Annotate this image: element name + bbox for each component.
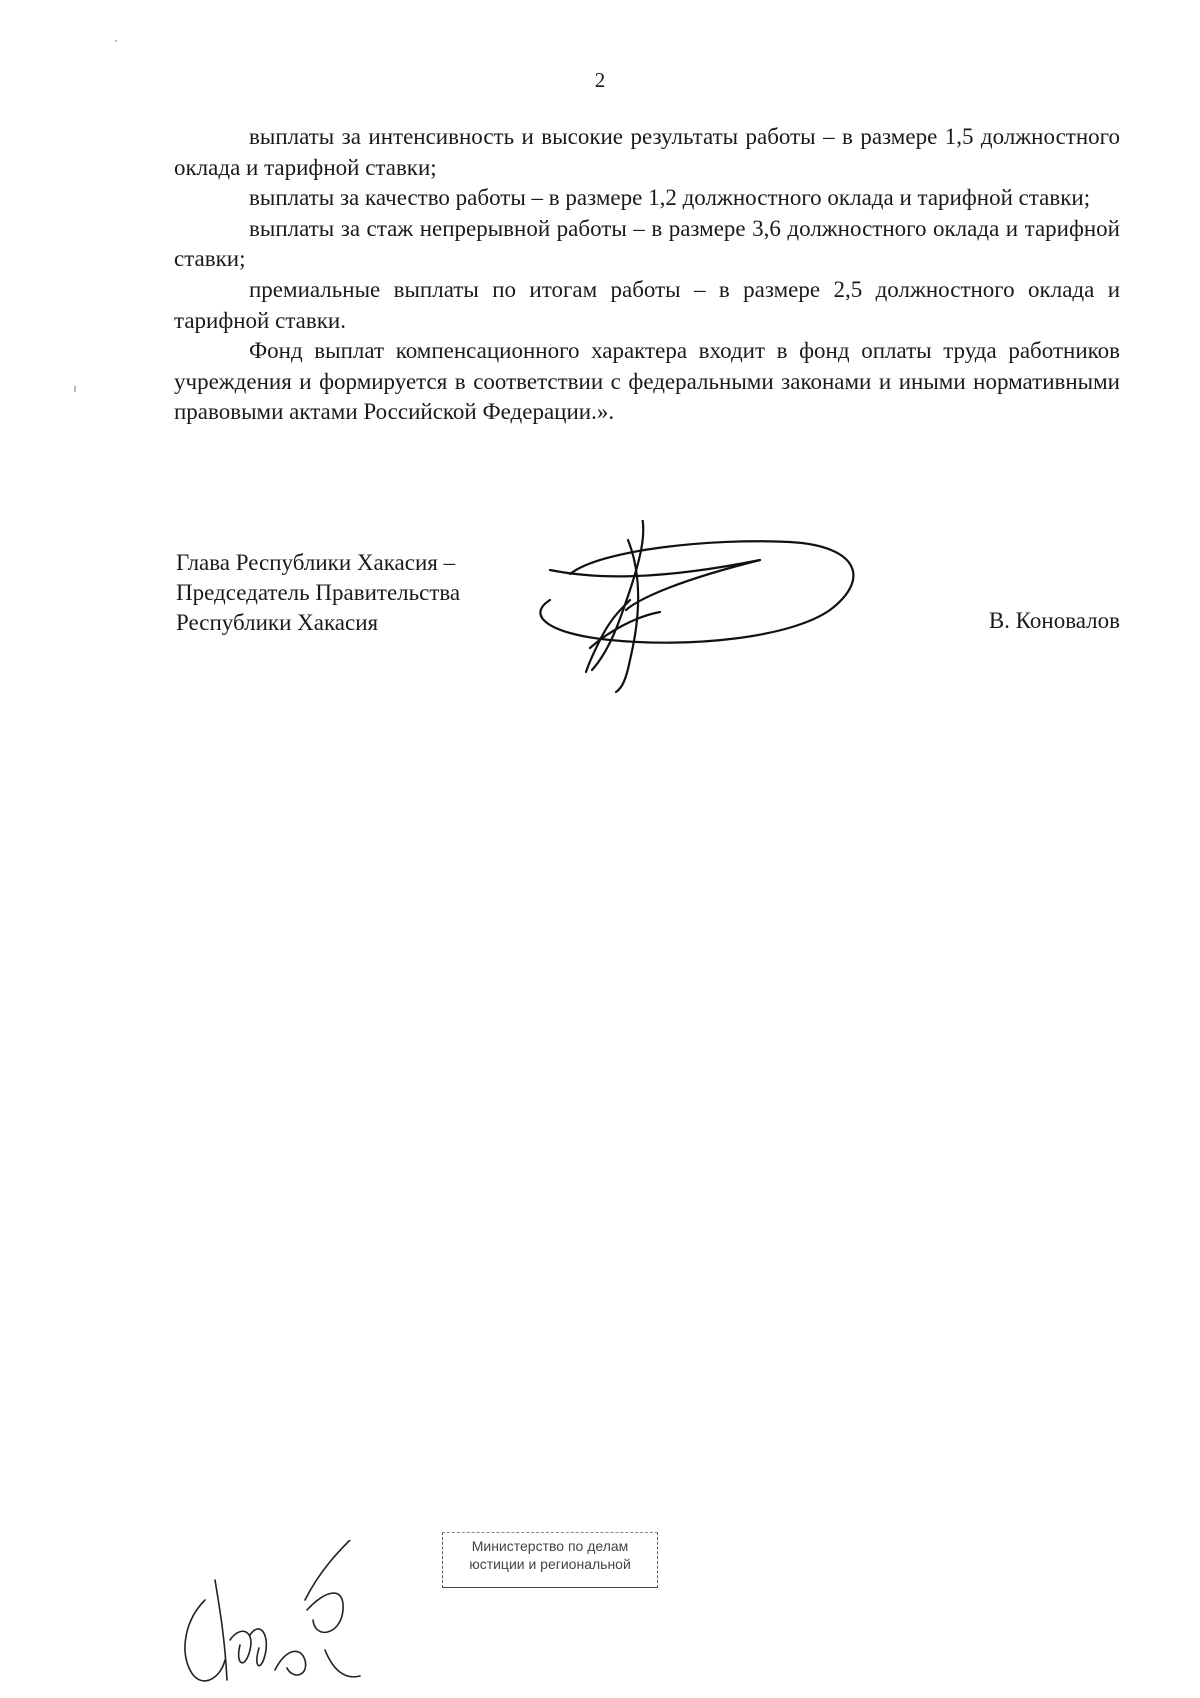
handwritten-signature: [530, 520, 890, 700]
registration-stamp: [442, 1532, 658, 1588]
initials-signature: [175, 1540, 375, 1690]
stamp-line: Министерство по делам: [471, 1538, 629, 1554]
signer-position: [176, 548, 460, 638]
signer-position-line: Республики Хакасия: [176, 610, 379, 635]
scan-artifact: [74, 386, 76, 392]
paragraph-bonus-payments: премиальные выплаты по итогам работы – в размере 2,5 должностного оклада и тарифной ставки.: [174, 276, 1120, 333]
signer-name: В. Коновалов: [988, 608, 1120, 633]
scan-artifact: [115, 40, 117, 42]
paragraph-tenure-payments: выплаты за стаж непрерывной работы – в размере 3,6 должностного оклада и тарифной ставки;: [174, 215, 1120, 272]
stamp-line: юстиции и региональной: [469, 1556, 631, 1572]
paragraph-quality-payments: выплаты за качество работы – в размере 1,2 должностного оклада и тарифной ставки;: [249, 185, 1091, 211]
page-number: 2: [594, 68, 606, 92]
paragraph-compensation-fund: Фонд выплат компенсационного характера входит в фонд оплаты труда работников учреждения и формируется в соответствии с федеральными законами и иными нормативными правовыми актами Российской Федерации.».: [174, 338, 1120, 425]
signer-position-line: Глава Республики Хакасия –: [176, 550, 456, 575]
signer-position-line: Председатель Правительства: [176, 580, 461, 605]
document-body: [174, 122, 1120, 428]
paragraph-intensity-payments: выплаты за интенсивность и высокие результаты работы – в размере 1,5 должностного оклада и тарифной ставки;: [174, 124, 1120, 180]
